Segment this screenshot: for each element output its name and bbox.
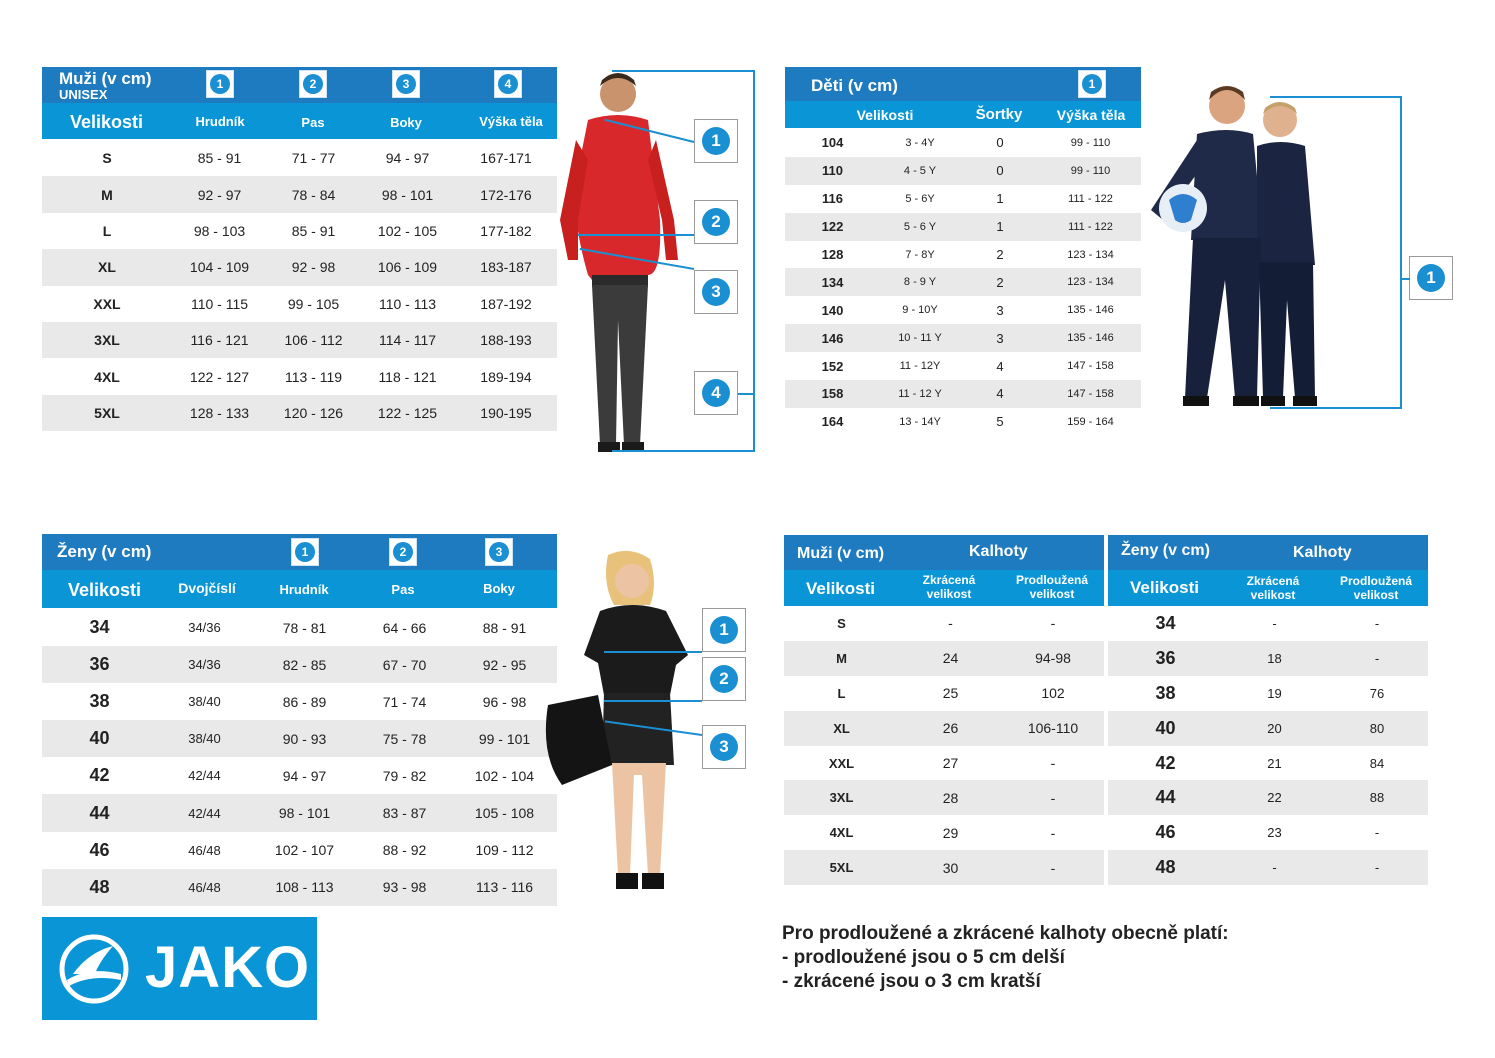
men-badge-1: 1: [206, 70, 234, 98]
height-cell: 123 - 134: [1040, 268, 1141, 296]
size-cell: 128: [821, 247, 844, 262]
table-row: [785, 157, 1141, 185]
short-length-cell: 25: [942, 685, 959, 702]
shorts-cell: 4: [996, 358, 1004, 374]
chest-cell: 86 - 89: [282, 693, 327, 710]
short-length-cell: -: [1223, 850, 1326, 885]
age-cell: 5 - 6Y: [905, 192, 935, 205]
pants-men-title: Muži (v cm): [797, 545, 885, 562]
short-length-cell: 30: [899, 850, 1002, 885]
men-column-header: [42, 103, 557, 139]
men-title: Muži (v cm): [59, 69, 152, 88]
kids-col-size: Velikosti: [856, 107, 914, 123]
pants-women-table: [1108, 606, 1428, 885]
shorts-cell: 3: [996, 302, 1004, 318]
table-row: [784, 606, 1104, 641]
chest-cell: 122 - 127: [189, 368, 250, 385]
size-cell: 4XL: [829, 825, 854, 841]
pants-women-size-header: Velikosti: [1130, 578, 1199, 597]
size-cell: M: [784, 641, 899, 676]
pants-men-group: Kalhoty: [969, 543, 1028, 560]
hips-cell: 105 - 108: [452, 794, 557, 831]
hips-cell: 102 - 105: [377, 222, 438, 239]
long-length-cell: -: [1002, 850, 1104, 885]
pants-women-title: Ženy (v cm): [1121, 542, 1210, 559]
pants-women-group: Kalhoty: [1293, 544, 1352, 561]
long-length-cell: -: [1002, 780, 1104, 815]
kids-badge-1: 1: [1078, 70, 1106, 98]
men-col-height: Výška těla: [479, 114, 543, 129]
table-row: [784, 850, 1104, 885]
long-length-cell: -: [1326, 641, 1428, 676]
hips-cell: 92 - 95: [452, 646, 557, 683]
men-callout-4: 4: [694, 371, 738, 415]
men-callout-3: 3: [694, 270, 738, 314]
height-cell: 99 - 110: [1070, 136, 1111, 149]
short-length-cell: 27: [942, 755, 959, 771]
women-col-waist: Pas: [391, 582, 415, 597]
men-size-table: [42, 140, 557, 431]
size-cell: 104: [821, 135, 844, 151]
height-cell: 135 - 146: [1040, 324, 1141, 352]
pants-note-line3: - zkrácené jsou o 3 cm kratší: [782, 971, 1041, 992]
waist-cell: 78 - 84: [267, 176, 360, 212]
waist-cell: 92 - 98: [267, 249, 360, 285]
size-cell: 48: [1108, 850, 1223, 885]
hips-cell: 113 - 116: [452, 869, 557, 906]
size-cell: L: [837, 685, 846, 701]
long-length-cell: -: [1374, 825, 1380, 841]
women-col-double: Dvojčíslí: [178, 580, 236, 596]
pants-women-col-long: Prodloužená velikost: [1339, 574, 1412, 602]
height-cell: 111 - 122: [1068, 192, 1113, 205]
long-length-cell: -: [1050, 755, 1056, 771]
men-badge-2: 2: [299, 70, 327, 98]
jako-logo-icon: [59, 934, 129, 1004]
waist-cell: 106 - 112: [267, 322, 360, 358]
shorts-cell: 2: [996, 247, 1004, 262]
size-cell: 44: [1108, 780, 1223, 815]
waist-cell: 113 - 119: [284, 368, 343, 385]
men-callout-1: 1: [694, 119, 738, 163]
height-cell: 123 - 134: [1067, 248, 1114, 261]
size-cell: 38: [89, 691, 110, 712]
age-cell: 4 - 5 Y: [880, 157, 960, 185]
short-length-cell: -: [1272, 615, 1277, 631]
age-cell: 10 - 11 Y: [880, 324, 960, 352]
double-size-cell: 46/48: [188, 842, 221, 858]
table-row: [42, 286, 557, 322]
kids-col-shorts: Šortky: [975, 106, 1023, 123]
table-row: [42, 322, 557, 358]
men-badge-4: 4: [494, 70, 522, 98]
chest-cell: 116 - 121: [172, 322, 267, 358]
women-badge-2: 2: [389, 538, 417, 566]
hips-cell: 88 - 91: [482, 619, 527, 636]
chest-cell: 85 - 91: [197, 150, 242, 167]
waist-cell: 67 - 70: [357, 646, 452, 683]
table-row: [785, 241, 1141, 269]
pants-women-title-bar: [1108, 535, 1428, 570]
height-cell: 177-182: [480, 222, 532, 239]
short-length-cell: 21: [1267, 755, 1282, 771]
waist-cell: 85 - 91: [291, 222, 336, 239]
table-row: [785, 185, 1141, 213]
height-cell: 147 - 158: [1040, 380, 1141, 408]
double-size-cell: 46/48: [157, 869, 252, 906]
shorts-cell: 0: [996, 135, 1004, 151]
size-cell: 46: [1155, 822, 1176, 843]
table-row: [1108, 676, 1428, 711]
waist-cell: 93 - 98: [357, 869, 452, 906]
height-cell: 111 - 122: [1040, 213, 1141, 241]
men-subtitle: UNISEX: [59, 87, 108, 102]
double-size-cell: 34/36: [157, 646, 252, 683]
short-length-cell: 29: [942, 824, 959, 841]
table-row: [785, 268, 1141, 296]
height-cell: 159 - 164: [1067, 415, 1114, 428]
shorts-cell: 3: [960, 324, 1040, 352]
age-cell: 11 - 12 Y: [880, 380, 960, 408]
hips-cell: 102 - 104: [474, 767, 535, 784]
size-cell: 42: [1155, 752, 1176, 773]
age-cell: 7 - 8Y: [905, 248, 935, 261]
table-row: [785, 408, 1141, 436]
size-cell: 110: [785, 157, 880, 185]
height-cell: 99 - 110: [1040, 157, 1141, 185]
chest-cell: 98 - 103: [193, 222, 246, 239]
men-col-waist: Pas: [301, 115, 325, 130]
table-row: [42, 213, 557, 249]
chest-cell: 98 - 101: [252, 794, 357, 831]
long-length-cell: -: [1050, 615, 1056, 632]
short-length-cell: 18: [1223, 641, 1326, 676]
table-row: [42, 794, 557, 831]
shorts-cell: 1: [996, 191, 1004, 207]
kids-title-bar: [785, 67, 1141, 101]
size-cell: 5XL: [42, 395, 172, 431]
waist-cell: 120 - 126: [267, 395, 360, 431]
size-cell: XL: [784, 711, 899, 746]
jako-logo-text: JAKO: [145, 935, 311, 1000]
short-length-cell: 24: [899, 641, 1002, 676]
pants-men-size-header: Velikosti: [806, 579, 875, 598]
size-cell: 40: [1108, 711, 1223, 746]
table-row: [784, 815, 1104, 850]
chest-cell: 110 - 115: [190, 295, 249, 312]
age-cell: 13 - 14Y: [899, 415, 941, 428]
size-cell: XXL: [828, 755, 855, 771]
long-length-cell: 94-98: [1002, 641, 1104, 676]
size-cell: 122: [785, 213, 880, 241]
chest-cell: 104 - 109: [172, 249, 267, 285]
men-col-chest: Hrudník: [195, 114, 245, 129]
long-length-cell: 88: [1326, 780, 1428, 815]
hips-cell: 96 - 98: [482, 693, 527, 710]
waist-cell: 88 - 92: [382, 842, 427, 859]
chest-cell: 94 - 97: [282, 767, 327, 784]
waist-cell: 99 - 105: [287, 295, 340, 312]
hips-cell: 118 - 121: [378, 368, 437, 385]
long-length-cell: 76: [1369, 685, 1385, 701]
table-row: [784, 746, 1104, 781]
kids-callout-1: 1: [1409, 256, 1453, 300]
table-row: [785, 296, 1141, 324]
table-row: [1108, 850, 1428, 885]
table-row: [784, 711, 1104, 746]
short-length-cell: 28: [899, 780, 1002, 815]
size-cell: 48: [42, 869, 157, 906]
women-callout-3: 3: [702, 725, 746, 769]
size-cell: 42: [89, 765, 110, 786]
hips-cell: 114 - 117: [360, 322, 455, 358]
size-cell: S: [837, 615, 846, 631]
short-length-cell: 23: [1267, 825, 1282, 841]
table-row: [42, 869, 557, 906]
age-cell: 11 - 12Y: [899, 360, 941, 373]
pants-men-col-short: Zkrácená velikost: [922, 573, 976, 601]
size-cell: 3XL: [784, 780, 899, 815]
double-size-cell: 38/40: [157, 720, 252, 757]
pants-note-line1: Pro prodloužené a zkrácené kalhoty obecně platí:: [782, 923, 1229, 944]
height-cell: 183-187: [455, 249, 557, 285]
double-size-cell: 42/44: [157, 794, 252, 831]
table-row: [42, 609, 557, 646]
chest-cell: 78 - 81: [282, 619, 327, 636]
height-cell: 190-195: [455, 395, 557, 431]
long-length-cell: -: [1374, 615, 1380, 631]
short-length-cell: 22: [1223, 780, 1326, 815]
hips-cell: 110 - 113: [378, 295, 437, 312]
kids-size-table: [785, 129, 1141, 436]
table-row: [1108, 606, 1428, 641]
chest-cell: 82 - 85: [252, 646, 357, 683]
table-row: [1108, 641, 1428, 676]
long-length-cell: -: [1050, 824, 1056, 841]
chest-cell: 128 - 133: [172, 395, 267, 431]
table-row: [1108, 746, 1428, 781]
size-cell: 116: [822, 191, 843, 207]
women-size-header: Velikosti: [68, 580, 142, 600]
men-title-bar: [42, 67, 557, 103]
pants-women-column-header: [1108, 570, 1428, 606]
height-cell: 172-176: [455, 176, 557, 212]
waist-cell: 75 - 78: [357, 720, 452, 757]
women-badge-1: 1: [291, 538, 319, 566]
table-row: [42, 646, 557, 683]
table-row: [785, 213, 1141, 241]
age-cell: 8 - 9 Y: [880, 268, 960, 296]
size-cell: 34: [89, 617, 110, 638]
chest-cell: 92 - 97: [172, 176, 267, 212]
table-row: [785, 352, 1141, 380]
hips-cell: 98 - 101: [360, 176, 455, 212]
size-cell: XXL: [93, 295, 121, 312]
size-cell: M: [42, 176, 172, 212]
men-size-header: Velikosti: [70, 112, 144, 132]
shorts-cell: 5: [996, 414, 1004, 430]
size-cell: S: [102, 150, 112, 167]
pants-note-line2: - prodloužené jsou o 5 cm delší: [782, 947, 1065, 968]
women-callout-1: 1: [702, 608, 746, 652]
waist-cell: 71 - 77: [291, 150, 336, 167]
waist-cell: 79 - 82: [382, 767, 427, 784]
men-col-hips: Boky: [390, 115, 422, 130]
pants-men-col-long: Prodloužená velikost: [1015, 573, 1088, 601]
long-length-cell: 80: [1326, 711, 1428, 746]
size-cell: 158: [785, 380, 880, 408]
pants-note: [782, 922, 1342, 994]
chest-cell: 102 - 107: [274, 842, 335, 859]
short-length-cell: 26: [899, 711, 1002, 746]
table-row: [784, 780, 1104, 815]
table-row: [42, 757, 557, 794]
table-row: [784, 641, 1104, 676]
size-cell: 134: [785, 268, 880, 296]
long-length-cell: 102: [1041, 685, 1065, 702]
women-column-header: [42, 570, 557, 608]
table-row: [785, 324, 1141, 352]
double-size-cell: 34/36: [188, 620, 221, 636]
hips-cell: 109 - 112: [475, 842, 534, 859]
waist-cell: 71 - 74: [382, 693, 427, 710]
table-row: [1108, 711, 1428, 746]
chest-cell: 108 - 113: [252, 869, 357, 906]
women-title-bar: [42, 534, 557, 570]
size-cell: 152: [821, 358, 844, 374]
size-cell: XL: [42, 249, 172, 285]
shorts-cell: 4: [960, 380, 1040, 408]
long-length-cell: 84: [1369, 755, 1385, 771]
shorts-cell: 1: [960, 213, 1040, 241]
pants-men-column-header: [784, 570, 1104, 606]
height-cell: 188-193: [455, 322, 557, 358]
hips-cell: 122 - 125: [360, 395, 455, 431]
age-cell: 3 - 4Y: [905, 136, 935, 149]
age-cell: 5 - 6 Y: [880, 213, 960, 241]
size-cell: 44: [42, 794, 157, 831]
waist-cell: 64 - 66: [382, 619, 427, 636]
long-length-cell: 106-110: [1002, 711, 1104, 746]
size-cell: 36: [1108, 641, 1223, 676]
size-cell: L: [102, 222, 112, 239]
men-callout-2: 2: [694, 200, 738, 244]
height-cell: 187-192: [480, 295, 532, 312]
waist-cell: 83 - 87: [357, 794, 452, 831]
size-cell: 34: [1155, 612, 1176, 633]
shorts-cell: 0: [960, 157, 1040, 185]
kids-col-height: Výška těla: [1056, 107, 1126, 123]
short-length-cell: 20: [1223, 711, 1326, 746]
size-cell: 164: [821, 414, 844, 430]
table-row: [42, 832, 557, 869]
size-cell: 3XL: [42, 322, 172, 358]
table-row: [42, 176, 557, 212]
long-length-cell: -: [1326, 850, 1428, 885]
table-row: [42, 249, 557, 285]
table-row: [42, 140, 557, 176]
size-cell: 36: [42, 646, 157, 683]
size-cell: 140: [821, 302, 844, 318]
age-cell: 9 - 10Y: [902, 304, 938, 317]
height-cell: 135 - 146: [1067, 304, 1114, 317]
table-row: [42, 720, 557, 757]
short-length-cell: 19: [1267, 685, 1282, 701]
size-cell: 40: [42, 720, 157, 757]
pants-women-col-short: Zkrácená velikost: [1246, 574, 1300, 602]
table-row: [42, 683, 557, 720]
double-size-cell: 38/40: [188, 694, 221, 710]
table-row: [785, 380, 1141, 408]
size-cell: 146: [785, 324, 880, 352]
men-badge-3: 3: [392, 70, 420, 98]
table-row: [1108, 780, 1428, 815]
women-col-hips: Boky: [483, 581, 515, 596]
pants-men-title-bar: [784, 535, 1104, 570]
table-row: [42, 358, 557, 394]
women-size-table: [42, 609, 557, 906]
chest-cell: 90 - 93: [252, 720, 357, 757]
jako-logo: [42, 917, 317, 1020]
women-col-chest: Hrudník: [279, 582, 329, 597]
table-row: [1108, 815, 1428, 850]
size-cell: 5XL: [784, 850, 899, 885]
women-badge-3: 3: [485, 538, 513, 566]
pants-men-table: [784, 606, 1104, 885]
women-callout-2: 2: [702, 657, 746, 701]
double-size-cell: 42/44: [188, 768, 221, 784]
women-title: Ženy (v cm): [57, 542, 152, 561]
size-cell: 46: [89, 839, 110, 860]
kids-column-header: [785, 101, 1141, 128]
kids-title: Děti (v cm): [811, 76, 898, 95]
table-row: [784, 676, 1104, 711]
hips-cell: 106 - 109: [360, 249, 455, 285]
kids-model-figure: [1145, 80, 1345, 410]
size-cell: 38: [1155, 682, 1176, 703]
height-cell: 189-194: [480, 368, 532, 385]
hips-cell: 99 - 101: [452, 720, 557, 757]
size-cell: 4XL: [94, 368, 120, 385]
height-cell: 167-171: [480, 150, 532, 167]
short-length-cell: -: [948, 615, 953, 632]
table-row: [42, 395, 557, 431]
shorts-cell: 2: [960, 268, 1040, 296]
hips-cell: 94 - 97: [385, 150, 430, 167]
table-row: [785, 129, 1141, 157]
height-cell: 147 - 158: [1067, 360, 1114, 373]
